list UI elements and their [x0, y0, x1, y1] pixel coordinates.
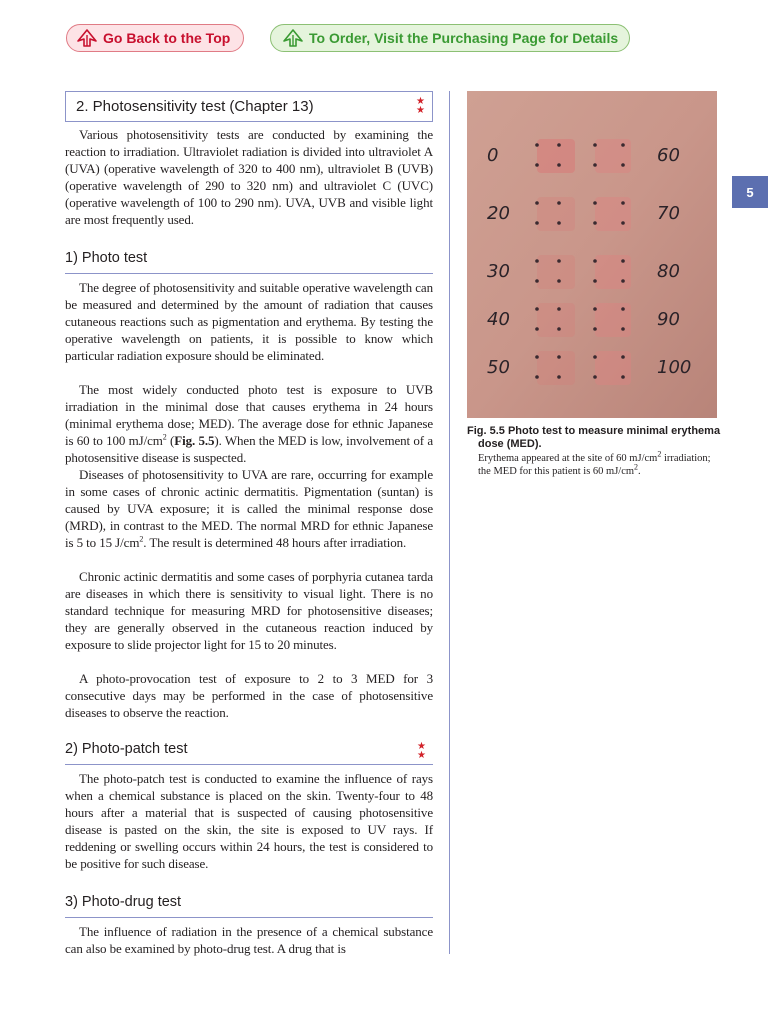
marker-dot — [557, 221, 561, 225]
marker-dot — [621, 201, 625, 205]
superscript: 2 — [162, 432, 167, 442]
marker-dot — [621, 221, 625, 225]
text-run: ). When the MED is low, involvement of a photosensitive disease is suspected. — [65, 433, 433, 465]
marker-dot — [593, 221, 597, 225]
marker-dot — [535, 279, 539, 283]
marker-dot — [535, 307, 539, 311]
test-patch — [537, 303, 575, 337]
marker-dot — [557, 143, 561, 147]
marker-dot — [557, 355, 561, 359]
photo-patch-test-heading — [65, 741, 433, 765]
superscript: 2 — [657, 449, 662, 459]
photo-patch-test-paragraph: The photo-patch test is conducted to examine the influence of rays when a chemical substance is placed on the skin. Twenty-four to 48 hours after a material that is suspected of causing photosensitive disease is pasted on the skin, the site is exposed to UV rays. If reddening or swelling occurs within 24 hours, the test is considered to be positive for such disease. — [65, 771, 433, 871]
photo-test-heading — [65, 250, 433, 274]
marker-dot — [535, 201, 539, 205]
marker-dot — [621, 259, 625, 263]
go-back-top-button[interactable] — [66, 24, 244, 52]
photo-drug-test-paragraph: The influence of radiation in the presence of a chemical substance can also be examined by photo-drug test. A drug that is — [65, 924, 433, 956]
section-title-box — [65, 91, 433, 122]
marker-dot — [535, 259, 539, 263]
order-page-button[interactable] — [270, 24, 630, 52]
text-run: Erythema appeared at the site of 60 mJ/cm — [478, 453, 658, 464]
star-icon: ★ — [416, 96, 425, 107]
test-patch — [537, 139, 575, 173]
marker-dot — [557, 375, 561, 379]
photo-test-paragraph-2 — [65, 381, 433, 466]
marker-dot — [621, 143, 625, 147]
figure-caption-body — [478, 449, 722, 478]
star-icon: ★ — [417, 750, 426, 761]
dose-label-right: 60 — [657, 145, 680, 166]
go-back-top-label: Go Back to the Top — [103, 30, 231, 46]
up-arrow-icon — [77, 29, 97, 47]
marker-dot — [557, 279, 561, 283]
marker-dot — [621, 327, 625, 331]
photo-patch-test-heading-text: 2) Photo-patch test — [65, 741, 188, 757]
marker-dot — [593, 355, 597, 359]
photo-test-heading-text: 1) Photo test — [65, 250, 148, 266]
test-patch — [595, 255, 631, 289]
marker-dot — [593, 163, 597, 167]
med-test-photo — [467, 91, 717, 418]
order-page-label: To Order, Visit the Purchasing Page for Details — [309, 30, 619, 46]
marker-dot — [621, 279, 625, 283]
section-title: 2. Photosensitivity test (Chapter 13) — [76, 98, 314, 115]
marker-dot — [621, 375, 625, 379]
dose-label-right: 70 — [657, 203, 680, 224]
text-run: ( — [166, 433, 175, 448]
dose-label-left: 30 — [487, 261, 510, 282]
star-icon: ★ — [417, 741, 426, 752]
figure-caption-title: Fig. 5.5 Photo test to measure minimal erythema dose (MED). — [467, 425, 721, 450]
figure-reference: Fig. 5.5 — [174, 433, 215, 448]
dose-label-left: 20 — [487, 203, 510, 224]
photo-test-paragraph-3 — [65, 466, 433, 551]
marker-dot — [557, 163, 561, 167]
marker-dot — [535, 163, 539, 167]
dose-label-right: 80 — [657, 261, 680, 282]
text-run: . The result is determined 48 hours after irradiation. — [143, 535, 407, 550]
dose-label-right: 100 — [657, 357, 692, 378]
marker-dot — [621, 163, 625, 167]
marker-dot — [535, 327, 539, 331]
text-run: irradiation; the MED for this patient is 60 mJ/cm — [478, 453, 711, 477]
text-run: . — [638, 466, 641, 477]
marker-dot — [593, 201, 597, 205]
marker-dot — [557, 259, 561, 263]
photo-test-paragraph-4: Chronic actinic dermatitis and some cases of porphyria cutanea tarda are diseases in which there is sensitivity to visual light. There is no standard technique for measuring MRD for photosensitive diseases; they are generally observed in the cutaneous reaction induced by exposure to slide projector light for 15 to 20 minutes. — [65, 569, 433, 652]
dose-label-left: 0 — [487, 145, 499, 166]
marker-dot — [593, 307, 597, 311]
marker-dot — [535, 375, 539, 379]
photo-test-paragraph-5: A photo-provocation test of exposure to 2 to 3 MED for 3 consecutive days may be performed in the case of photosensitive diseases to observe the reaction. — [65, 671, 433, 720]
superscript: 2 — [139, 534, 144, 544]
chapter-tab: 5 — [732, 176, 768, 208]
text-run: The most widely conducted photo test is exposure to UVB irradiation in the minimal dose that causes erythema in 24 hours (minimal erythema dose; MED). The average dose for ethnic Japanese is 60 to 100 mJ/cm — [65, 382, 433, 448]
importance-stars — [417, 742, 425, 760]
marker-dot — [621, 307, 625, 311]
marker-dot — [593, 143, 597, 147]
marker-dot — [593, 259, 597, 263]
marker-dot — [535, 355, 539, 359]
section-intro: Various photosensitivity tests are conducted by examining the reaction to irradiation. Ultraviolet radiation is divided into ultraviolet A (UVA) (operative wavelength of 320 to 400 nm), ultraviolet B (UVB) (operative wavelength of 290 to 320 nm) and ultraviolet C (UVC) (operative wavelength of 100 to 290 nm). UVA, UVB and visible light are most frequently used. — [65, 127, 433, 227]
photo-test-paragraph-1: The degree of photosensitivity and suitable operative wavelength can be measured and determined by the amount of radiation that causes cutaneous reactions such as pigmentation and erythema. By testing the operative wavelength on patients, it is possible to know which particular radiation exposure should be eliminated. — [65, 280, 433, 363]
test-patch — [595, 351, 631, 385]
photo-drug-test-heading — [65, 894, 433, 918]
marker-dot — [557, 327, 561, 331]
dose-label-left: 50 — [487, 357, 510, 378]
dose-label-left: 40 — [487, 309, 510, 330]
marker-dot — [593, 375, 597, 379]
test-patch — [595, 139, 631, 173]
test-patch — [537, 351, 575, 385]
marker-dot — [557, 307, 561, 311]
up-arrow-icon — [283, 29, 303, 47]
test-patch — [595, 197, 631, 231]
marker-dot — [535, 221, 539, 225]
marker-dot — [535, 143, 539, 147]
marker-dot — [557, 201, 561, 205]
test-patch — [595, 303, 631, 337]
star-icon: ★ — [416, 105, 425, 116]
photo-drug-test-heading-text: 3) Photo-drug test — [65, 894, 182, 910]
column-divider — [449, 91, 450, 954]
test-patch — [537, 255, 575, 289]
marker-dot — [621, 355, 625, 359]
marker-dot — [593, 327, 597, 331]
superscript: 2 — [634, 462, 639, 472]
text-run: Diseases of photosensitivity to UVA are rare, occurring for example in some cases of chronic actinic dermatitis. Pigmentation (suntan) is caused by UVA exposure; it is called the minimal response dose (MRD), in contrast to the MED. The normal MRD for ethnic Japanese is 5 to 15 J/cm — [65, 467, 433, 550]
importance-stars — [416, 97, 424, 115]
marker-dot — [593, 279, 597, 283]
test-patch — [537, 197, 575, 231]
dose-label-right: 90 — [657, 309, 680, 330]
